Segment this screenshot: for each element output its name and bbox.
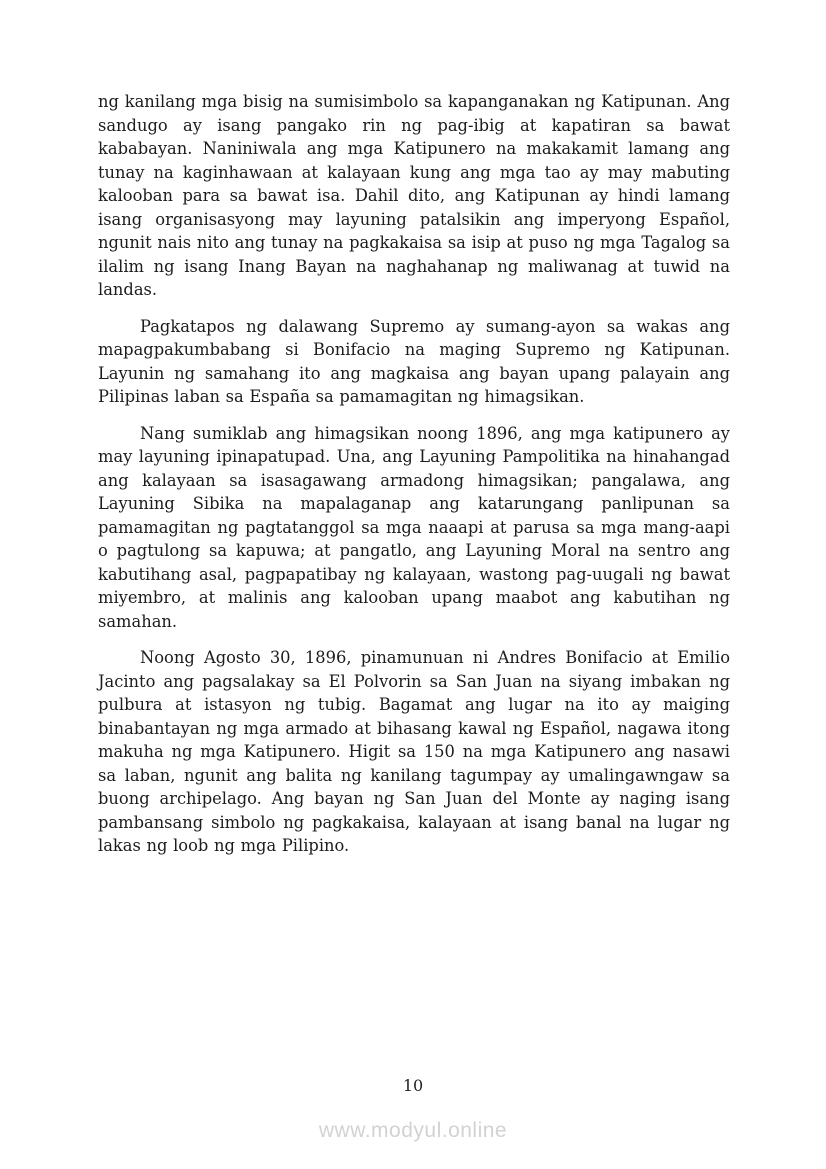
page-number: 10 bbox=[402, 1076, 424, 1095]
watermark: www.modyul.online bbox=[318, 1119, 508, 1142]
paragraph: Nang sumiklab ang himagsikan noong 1896, ang mga katipunero ay may layuning ipinapatupad. Una, ang Layuning Pampolitika na hinahangad ang kalayaan sa isasagawang armadong himagsikan; pangalawa, ang Layuning Sibika na mapalaganap ang katarungang panlipunan sa pamamagitan ng pagtatanggol sa mga naaapi at parusa sa mga mang-aapi o pagtulong sa kapuwa; at pangatlo, ang Layuning Moral na sentro ang kabutihang asal, pagpapatibay ng kalayaan, wastong pag-uugali ng bawat miyembro, at malinis ang kalooban upang maabot ang kabutihan ng samahan. bbox=[98, 423, 730, 631]
paragraph: Pagkatapos ng dalawang Supremo ay sumang-ayon sa wakas ang mapagpakumbabang si Bonifacio na maging Supremo ng Katipunan. Layunin ng samahang ito ang magkaisa ang bayan upang palayain ang Pilipinas laban sa España sa pamamagitan ng himagsikan. bbox=[98, 316, 730, 406]
text-block bbox=[98, 90, 730, 871]
paragraph: Noong Agosto 30, 1896, pinamunuan ni Andres Bonifacio at Emilio Jacinto ang pagsalakay sa El Polvorin sa San Juan na siyang imbakan ng pulbura at istasyon ng tubig. Bagamat ang lugar na ito ay maiging binabantayan ng mga armado at bihasang kawal ng Español, nagawa itong makuha ng mga Katipunero. Higit sa 150 na mga Katipunero ang nasawi sa laban, ngunit ang balita ng kanilang tagumpay ay umalingawngaw sa buong archipelago. Ang bayan ng San Juan del Monte ay naging isang pambansang simbolo ng pagkakaisa, kalayaan at isang banal na lugar ng lakas ng loob ng mga Pilipino. bbox=[98, 648, 730, 855]
paragraph: ng kanilang mga bisig na sumisimbolo sa kapanganakan ng Katipunan. Ang sandugo ay isang pangako rin ng pag-ibig at kapatiran sa bawat kababayan. Naniniwala ang mga Katipunero na makakamit lamang ang tunay na kaginhawaan at kalayaan kung ang mga tao ay may mabuting kalooban para sa bawat isa. Dahil dito, ang Katipunan ay hindi lamang isang organisasyong may layuning patalsikin ang imperyong Español, ngunit nais nito ang tunay na pagkakaisa sa isip at puso ng mga Tagalog sa ilalim ng isang Inang Bayan na naghahanap ng maliwanag at tuwid na landas. bbox=[98, 92, 730, 299]
